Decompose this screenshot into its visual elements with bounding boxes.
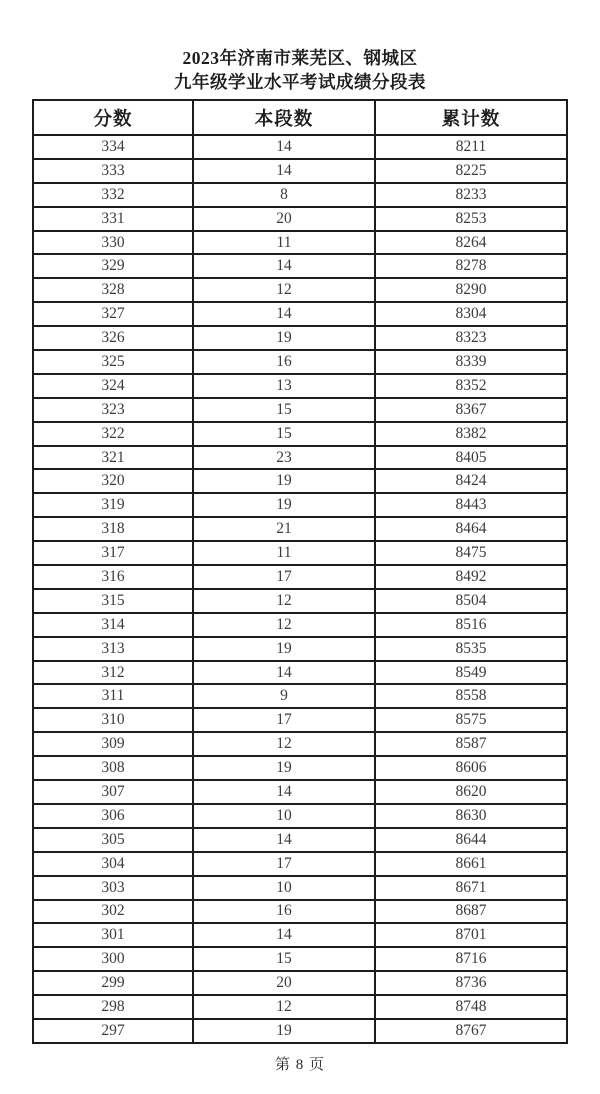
- table-row: [33, 398, 567, 422]
- header-segment-count: 本段数: [193, 100, 375, 135]
- cumulative-count-cell: 8535: [375, 637, 567, 661]
- table-row: [33, 995, 567, 1019]
- score-cell: 315: [33, 589, 193, 613]
- cumulative-count-cell: 8475: [375, 541, 567, 565]
- table-row: [33, 302, 567, 326]
- table-row: [33, 971, 567, 995]
- segment-count-cell: 12: [193, 278, 375, 302]
- score-cell: 299: [33, 971, 193, 995]
- segment-count-cell: 15: [193, 422, 375, 446]
- cumulative-count-cell: 8264: [375, 231, 567, 255]
- segment-count-cell: 16: [193, 350, 375, 374]
- score-cell: 306: [33, 804, 193, 828]
- segment-count-cell: 19: [193, 469, 375, 493]
- segment-count-cell: 19: [193, 756, 375, 780]
- score-cell: 311: [33, 684, 193, 708]
- cumulative-count-cell: 8516: [375, 613, 567, 637]
- cumulative-count-cell: 8424: [375, 469, 567, 493]
- table-row: [33, 947, 567, 971]
- score-cell: 319: [33, 493, 193, 517]
- table-row: [33, 159, 567, 183]
- cumulative-count-cell: 8716: [375, 947, 567, 971]
- table-row: [33, 804, 567, 828]
- score-cell: 326: [33, 326, 193, 350]
- table-row: [33, 732, 567, 756]
- score-cell: 331: [33, 207, 193, 231]
- score-cell: 304: [33, 852, 193, 876]
- score-cell: 334: [33, 135, 193, 159]
- segment-count-cell: 10: [193, 804, 375, 828]
- table-row: [33, 565, 567, 589]
- table-row: [33, 876, 567, 900]
- segment-count-cell: 14: [193, 661, 375, 685]
- table-row: [33, 780, 567, 804]
- table-row: [33, 756, 567, 780]
- cumulative-count-cell: 8367: [375, 398, 567, 422]
- cumulative-count-cell: 8644: [375, 828, 567, 852]
- score-cell: 324: [33, 374, 193, 398]
- segment-count-cell: 13: [193, 374, 375, 398]
- score-cell: 305: [33, 828, 193, 852]
- segment-count-cell: 14: [193, 923, 375, 947]
- segment-count-cell: 19: [193, 493, 375, 517]
- cumulative-count-cell: 8443: [375, 493, 567, 517]
- score-cell: 302: [33, 900, 193, 924]
- segment-count-cell: 20: [193, 971, 375, 995]
- cumulative-count-cell: 8304: [375, 302, 567, 326]
- segment-count-cell: 8: [193, 183, 375, 207]
- cumulative-count-cell: 8558: [375, 684, 567, 708]
- segment-count-cell: 21: [193, 517, 375, 541]
- cumulative-count-cell: 8352: [375, 374, 567, 398]
- cumulative-count-cell: 8606: [375, 756, 567, 780]
- title-line-1: 2023年济南市莱芜区、钢城区: [182, 48, 418, 68]
- cumulative-count-cell: 8405: [375, 446, 567, 470]
- table-row: [33, 541, 567, 565]
- cumulative-count-cell: 8736: [375, 971, 567, 995]
- score-cell: 313: [33, 637, 193, 661]
- table-row: [33, 661, 567, 685]
- table-row: [33, 231, 567, 255]
- score-cell: 303: [33, 876, 193, 900]
- cumulative-count-cell: 8492: [375, 565, 567, 589]
- cumulative-count-cell: 8620: [375, 780, 567, 804]
- cumulative-count-cell: 8671: [375, 876, 567, 900]
- segment-count-cell: 11: [193, 541, 375, 565]
- table-row: [33, 1019, 567, 1043]
- cumulative-count-cell: 8225: [375, 159, 567, 183]
- segment-count-cell: 17: [193, 565, 375, 589]
- segment-count-cell: 12: [193, 589, 375, 613]
- score-cell: 328: [33, 278, 193, 302]
- table-row: [33, 613, 567, 637]
- segment-count-cell: 14: [193, 159, 375, 183]
- cumulative-count-cell: 8701: [375, 923, 567, 947]
- score-cell: 308: [33, 756, 193, 780]
- table-row: [33, 637, 567, 661]
- cumulative-count-cell: 8504: [375, 589, 567, 613]
- table-row: [33, 135, 567, 159]
- table-row: [33, 183, 567, 207]
- score-cell: 298: [33, 995, 193, 1019]
- score-cell: 323: [33, 398, 193, 422]
- score-cell: 322: [33, 422, 193, 446]
- score-cell: 318: [33, 517, 193, 541]
- table-row: [33, 350, 567, 374]
- score-cell: 314: [33, 613, 193, 637]
- score-cell: 317: [33, 541, 193, 565]
- segment-count-cell: 15: [193, 947, 375, 971]
- segment-count-cell: 11: [193, 231, 375, 255]
- segment-count-cell: 19: [193, 1019, 375, 1043]
- table-row: [33, 684, 567, 708]
- cumulative-count-cell: 8575: [375, 708, 567, 732]
- cumulative-count-cell: 8687: [375, 900, 567, 924]
- segment-count-cell: 19: [193, 637, 375, 661]
- page-number: 第 8 页: [274, 1056, 325, 1073]
- cumulative-count-cell: 8290: [375, 278, 567, 302]
- cumulative-count-cell: 8253: [375, 207, 567, 231]
- segment-count-cell: 12: [193, 995, 375, 1019]
- score-cell: 325: [33, 350, 193, 374]
- score-cell: 327: [33, 302, 193, 326]
- score-cell: 312: [33, 661, 193, 685]
- cumulative-count-cell: 8767: [375, 1019, 567, 1043]
- cumulative-count-cell: 8211: [375, 135, 567, 159]
- segment-count-cell: 9: [193, 684, 375, 708]
- document-title: [0, 0, 600, 94]
- table-row: [33, 493, 567, 517]
- cumulative-count-cell: 8323: [375, 326, 567, 350]
- cumulative-count-cell: 8661: [375, 852, 567, 876]
- title-line-2: 九年级学业水平考试成绩分段表: [174, 72, 426, 92]
- segment-count-cell: 16: [193, 900, 375, 924]
- score-cell: 300: [33, 947, 193, 971]
- cumulative-count-cell: 8339: [375, 350, 567, 374]
- table-row: [33, 828, 567, 852]
- cumulative-count-cell: 8233: [375, 183, 567, 207]
- table-row: [33, 900, 567, 924]
- cumulative-count-cell: 8549: [375, 661, 567, 685]
- segment-count-cell: 12: [193, 613, 375, 637]
- table-row: [33, 207, 567, 231]
- score-cell: 307: [33, 780, 193, 804]
- cumulative-count-cell: 8382: [375, 422, 567, 446]
- cumulative-count-cell: 8278: [375, 254, 567, 278]
- table-row: [33, 469, 567, 493]
- table-row: [33, 589, 567, 613]
- header-cumulative-count: 累计数: [375, 100, 567, 135]
- segment-count-cell: 15: [193, 398, 375, 422]
- segment-count-cell: 14: [193, 828, 375, 852]
- table-header-row: [33, 100, 567, 135]
- table-row: [33, 254, 567, 278]
- score-cell: 320: [33, 469, 193, 493]
- table-body: [33, 135, 567, 1043]
- segment-count-cell: 12: [193, 732, 375, 756]
- score-cell: 321: [33, 446, 193, 470]
- cumulative-count-cell: 8587: [375, 732, 567, 756]
- table-row: [33, 923, 567, 947]
- segment-count-cell: 17: [193, 852, 375, 876]
- table-row: [33, 708, 567, 732]
- header-score: 分数: [33, 100, 193, 135]
- score-cell: 301: [33, 923, 193, 947]
- table-row: [33, 326, 567, 350]
- segment-count-cell: 14: [193, 302, 375, 326]
- score-cell: 332: [33, 183, 193, 207]
- score-cell: 310: [33, 708, 193, 732]
- segment-count-cell: 14: [193, 780, 375, 804]
- segment-count-cell: 19: [193, 326, 375, 350]
- segment-count-cell: 20: [193, 207, 375, 231]
- segment-count-cell: 23: [193, 446, 375, 470]
- segment-count-cell: 14: [193, 254, 375, 278]
- score-cell: 333: [33, 159, 193, 183]
- cumulative-count-cell: 8464: [375, 517, 567, 541]
- table-row: [33, 374, 567, 398]
- score-cell: 330: [33, 231, 193, 255]
- table-row: [33, 278, 567, 302]
- table-row: [33, 517, 567, 541]
- table-row: [33, 422, 567, 446]
- table-row: [33, 852, 567, 876]
- table-row: [33, 446, 567, 470]
- cumulative-count-cell: 8748: [375, 995, 567, 1019]
- cumulative-count-cell: 8630: [375, 804, 567, 828]
- score-cell: 316: [33, 565, 193, 589]
- score-cell: 297: [33, 1019, 193, 1043]
- score-cell: 309: [33, 732, 193, 756]
- segment-count-cell: 10: [193, 876, 375, 900]
- score-cell: 329: [33, 254, 193, 278]
- segment-count-cell: 17: [193, 708, 375, 732]
- score-distribution-table: [32, 99, 568, 1044]
- segment-count-cell: 14: [193, 135, 375, 159]
